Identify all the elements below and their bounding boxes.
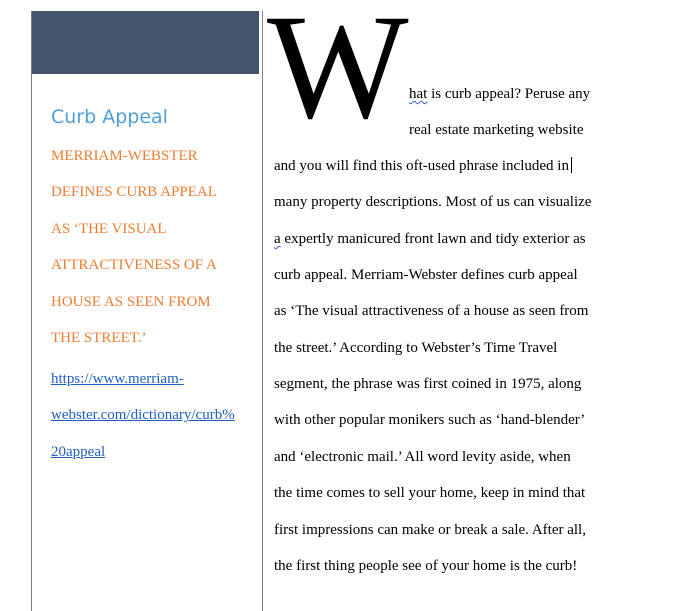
body-line: real estate marketing website (409, 122, 584, 138)
source-hyperlink[interactable] (51, 361, 261, 470)
source-link-line[interactable]: webster.com/dictionary/curb% (51, 407, 235, 424)
body-line: as ‘The visual attractiveness of a house as seen from (274, 303, 589, 319)
body-line: the first thing people see of your home is the curb! (274, 558, 578, 574)
body-line: with other popular monikers such as ‘hand-blender’ (274, 412, 586, 428)
body-line: segment, the phrase was first coined in 1975, along (274, 376, 582, 392)
sidebar-text-box[interactable] (31, 11, 263, 611)
pullquote-line: THE STREET.’ (51, 330, 147, 347)
sidebar-header-band (32, 11, 259, 74)
body-line: the time comes to sell your home, keep in mind that (274, 485, 586, 501)
body-line: the street.’ According to Webster’s Time Travel (274, 340, 558, 356)
pullquote (51, 138, 256, 356)
drop-cap: W (267, 0, 409, 150)
body-line: first impressions can make or break a sale. After all, (274, 522, 586, 538)
grammar-flagged-word[interactable]: a (274, 231, 281, 247)
body-line (409, 84, 590, 104)
body-line (274, 156, 572, 176)
body-line-text: and you will find this oft-used phrase included in (274, 158, 569, 174)
body-line: many property descriptions. Most of us can visualize (274, 194, 592, 210)
pullquote-line: AS ‘THE VISUAL (51, 220, 167, 237)
spelling-flagged-word[interactable]: hat (409, 86, 428, 102)
pullquote-line: ATTRACTIVENESS OF A (51, 257, 217, 274)
article-body[interactable] (274, 0, 674, 594)
sidebar-heading: Curb Appeal (51, 106, 168, 128)
text-cursor (571, 157, 572, 173)
body-line: curb appeal. Merriam-Webster defines curb appeal (274, 267, 578, 283)
source-link-line[interactable]: 20appeal (51, 443, 106, 460)
body-line-text: is curb appeal? Peruse any (427, 86, 591, 102)
body-line-text: expertly manicured front lawn and tidy exterior as (280, 231, 586, 247)
body-line (274, 229, 586, 249)
body-line: and ‘electronic mail.’ All word levity aside, when (274, 449, 571, 465)
source-link-line[interactable]: https://www.merriam- (51, 371, 184, 387)
pullquote-line: MERRIAM-WEBSTER (51, 148, 198, 164)
pullquote-line: HOUSE AS SEEN FROM (51, 293, 211, 310)
pullquote-line: DEFINES CURB APPEAL (51, 184, 217, 201)
